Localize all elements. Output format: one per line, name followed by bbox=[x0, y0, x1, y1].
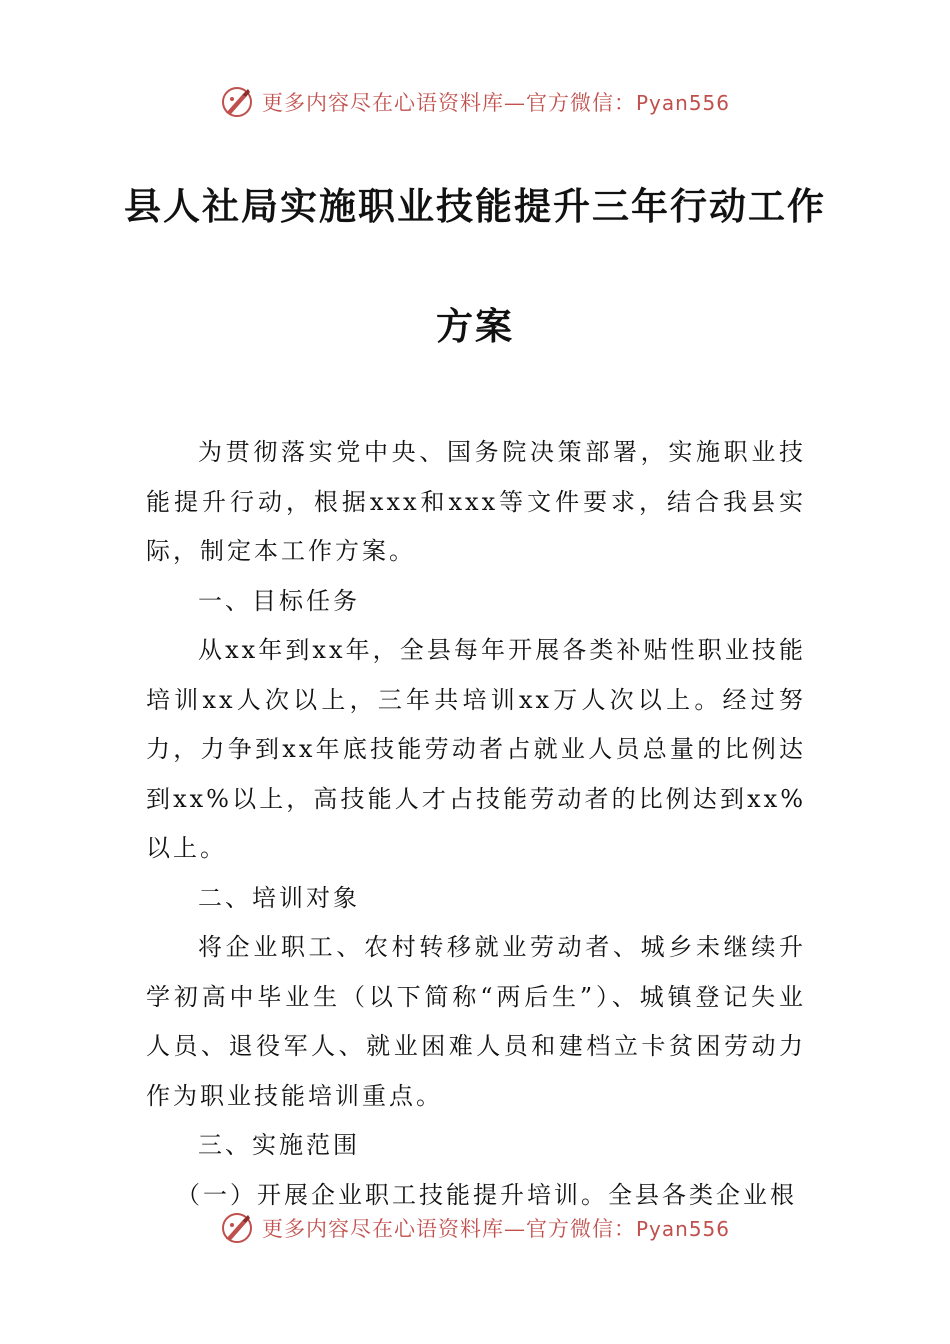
pen-logo-icon bbox=[220, 85, 254, 119]
document-body bbox=[146, 428, 806, 1220]
document-title-line-2: 方案 bbox=[436, 305, 514, 348]
watermark-footer bbox=[0, 1208, 950, 1248]
watermark-text: 更多内容尽在心语资料库—官方微信：Pyan556 bbox=[261, 91, 730, 115]
pen-logo-icon bbox=[220, 1211, 254, 1245]
section-heading-targets: 二、培训对象 bbox=[198, 883, 360, 912]
targets-paragraph: 将企业职工、农村转移就业劳动者、城乡未继续升学初高中毕业生（以下简称“两后生”）、城镇登记失业人员、退役军人、就业困难人员和建档立卡贫困劳动力作为职业技能培训重点。 bbox=[146, 933, 806, 1110]
section-heading-goals: 一、目标任务 bbox=[198, 586, 360, 615]
watermark-header bbox=[0, 82, 950, 122]
document-title-line-1: 县人社局实施职业技能提升三年行动工作 bbox=[124, 185, 826, 228]
watermark-text: 更多内容尽在心语资料库—官方微信：Pyan556 bbox=[261, 1217, 730, 1241]
scope-item-1: （一）开展企业职工技能提升培训。全县各类企业根 bbox=[176, 1180, 797, 1209]
section-heading-scope: 三、实施范围 bbox=[198, 1131, 360, 1159]
intro-paragraph: 为贯彻落实党中央、国务院决策部署，实施职业技能提升行动，根据xxx和xxx等文件要求，结合我县实际，制定本工作方案。 bbox=[146, 438, 806, 565]
goals-paragraph: 从xx年到xx年，全县每年开展各类补贴性职业技能培训xx人次以上，三年共培训xx万人次以上。经过努力，力争到xx年底技能劳动者占就业人员总量的比例达到xx%以上，高技能人才占技能劳动者的比例达到xx%以上。 bbox=[146, 636, 806, 862]
